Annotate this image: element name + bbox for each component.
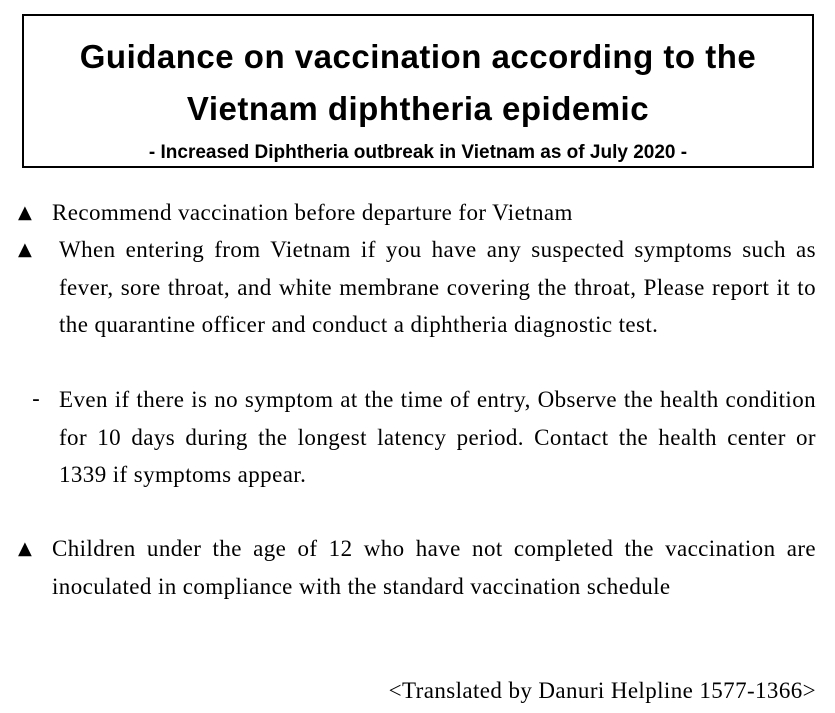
triangle-bullet-icon: ▲ xyxy=(18,538,33,559)
dash-bullet-icon: - xyxy=(32,387,41,412)
list-item-text: Even if there is no symptom at the time of entry, Observe the health condition for 10 days during the longest latency period. Contact the health center or 1339 if symptoms appear. xyxy=(59,387,816,487)
list-item-observe-health xyxy=(18,381,816,494)
list-item-departure-vaccination xyxy=(18,194,816,232)
triangle-bullet-icon: ▲ xyxy=(18,239,33,260)
page-title-line-2: Vietnam diphtheria epidemic xyxy=(186,90,650,127)
list-item-entry-symptoms xyxy=(18,231,816,344)
list-item-text: When entering from Vietnam if you have any suspected symptoms such as fever, sore throat, and white membrane covering the throat, Please report it to the quarantine officer and conduct a diphtheria diagnostic test. xyxy=(59,237,816,337)
translation-credit: <Translated by Danuri Helpline 1577-1366> xyxy=(388,678,816,703)
page-subtitle: - Increased Diphtheria outbreak in Vietnam as of July 2020 - xyxy=(148,142,688,163)
list-item-text: Recommend vaccination before departure for Vietnam xyxy=(52,200,573,225)
list-item-text: Children under the age of 12 who have not completed the vaccination are inoculated in compliance with the standard vaccination schedule xyxy=(52,536,816,599)
page-title-line-1: Guidance on vaccination according to the xyxy=(79,38,757,75)
triangle-bullet-icon: ▲ xyxy=(18,202,33,223)
list-item-children-vaccination xyxy=(18,530,816,605)
title-box xyxy=(22,14,814,168)
